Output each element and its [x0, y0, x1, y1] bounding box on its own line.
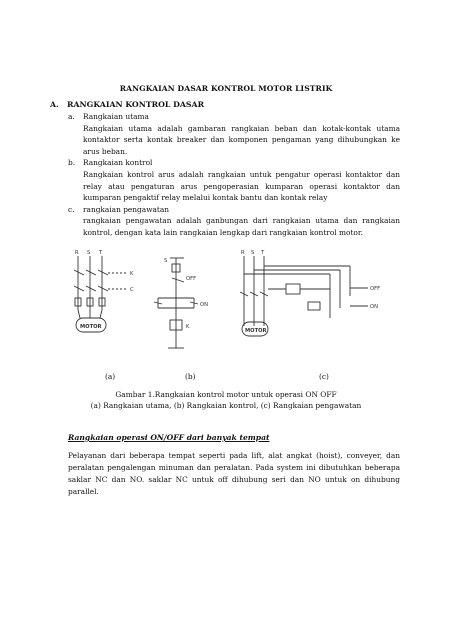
- subsection-paragraph: Pelayanan dari beberapa tempat seperti pada lift, alat angkat (hoist), conveyer, dan peralatan pengalengan minuman dan peralatan. Pada system ini dibutuhkan beberapa saklar NC dan NO. saklar NC untuk off dihubung seri dan NO untuk on dihubung parallel.: [68, 451, 400, 496]
- tag-k-a: K: [130, 271, 134, 277]
- item-label: Rangkaian kontrol: [83, 158, 153, 168]
- section-heading: [50, 100, 204, 109]
- item-marker: a.: [68, 112, 75, 121]
- phase-label-s: S: [87, 250, 91, 256]
- section-number: A.: [50, 100, 59, 109]
- definition-list: [68, 111, 400, 239]
- tag-k-b: K: [186, 324, 190, 330]
- circuit-figure: [68, 248, 400, 360]
- main-circuit-diagram: [74, 256, 128, 332]
- item-label: Rangkaian utama: [83, 112, 149, 121]
- caption-line-2: (a) Rangkaian utama, (b) Rangkaian kontrol, (c) Rangkaian pengawatan: [90, 400, 362, 410]
- caption-line-1: Gambar 1.Rangkaian kontrol motor untuk operasi ON OFF: [115, 390, 337, 399]
- definition-item-b: [68, 157, 400, 203]
- item-marker: b.: [68, 158, 76, 168]
- tag-off-c: OFF: [370, 286, 381, 292]
- item-text: rangkaian pengawatan adalah ganbungan dari rangkaian utama dan rangkaian kontrol, dengan kata lain rangkaian lengkap dari rangkaian kontrol motor.: [83, 216, 400, 237]
- tag-c-a: C: [130, 287, 134, 293]
- phase-label-t-c: T: [261, 250, 265, 256]
- motor-label-a: MOTOR: [80, 324, 102, 330]
- definition-item-a: [68, 111, 400, 157]
- motor-label-c: MOTOR: [245, 328, 267, 334]
- document-title: RANGKAIAN DASAR KONTROL MOTOR LISTRIK: [119, 84, 333, 93]
- figure-label-c: (c): [319, 372, 329, 381]
- tag-off-b: OFF: [186, 276, 197, 282]
- tag-on-c: ON: [370, 304, 378, 310]
- item-text: Rangkaian utama adalah gambaran rangkaian beban dan kotak-kontak utama kontaktor serta kontak breaker dan komponen pengaman yang dihubungkan ke arus beban.: [83, 123, 400, 156]
- figure-label-a: (a): [105, 372, 116, 381]
- phase-label-t: T: [99, 250, 103, 256]
- figure-caption: [0, 390, 452, 411]
- control-circuit-diagram: [154, 258, 198, 348]
- subsection-heading: Rangkaian operasi ON/OFF dari banyak tempat: [68, 433, 270, 442]
- phase-label-r: R: [75, 250, 79, 256]
- section-title: RANGKAIAN KONTROL DASAR: [67, 100, 205, 109]
- phase-label-r-c: R: [241, 250, 245, 256]
- figure-label-b: (b): [185, 372, 196, 381]
- definition-item-c: [68, 204, 400, 239]
- item-marker: c.: [68, 204, 75, 214]
- item-text: Rangkaian kontrol arus adalah rangkaian untuk pengatur operasi kontaktor dan relay atau pengaturan arus pengoperasian kumparan operasi kontaktor dan kumparan pengaktif relay melalui kontak bantu dan kontak relay: [83, 169, 400, 203]
- tag-on-b: ON: [200, 302, 208, 308]
- tag-s-b: S: [164, 258, 168, 264]
- item-label: rangkaian pengawatan: [83, 204, 170, 214]
- wiring-circuit-diagram: [240, 256, 368, 336]
- phase-label-s-c: S: [251, 250, 255, 256]
